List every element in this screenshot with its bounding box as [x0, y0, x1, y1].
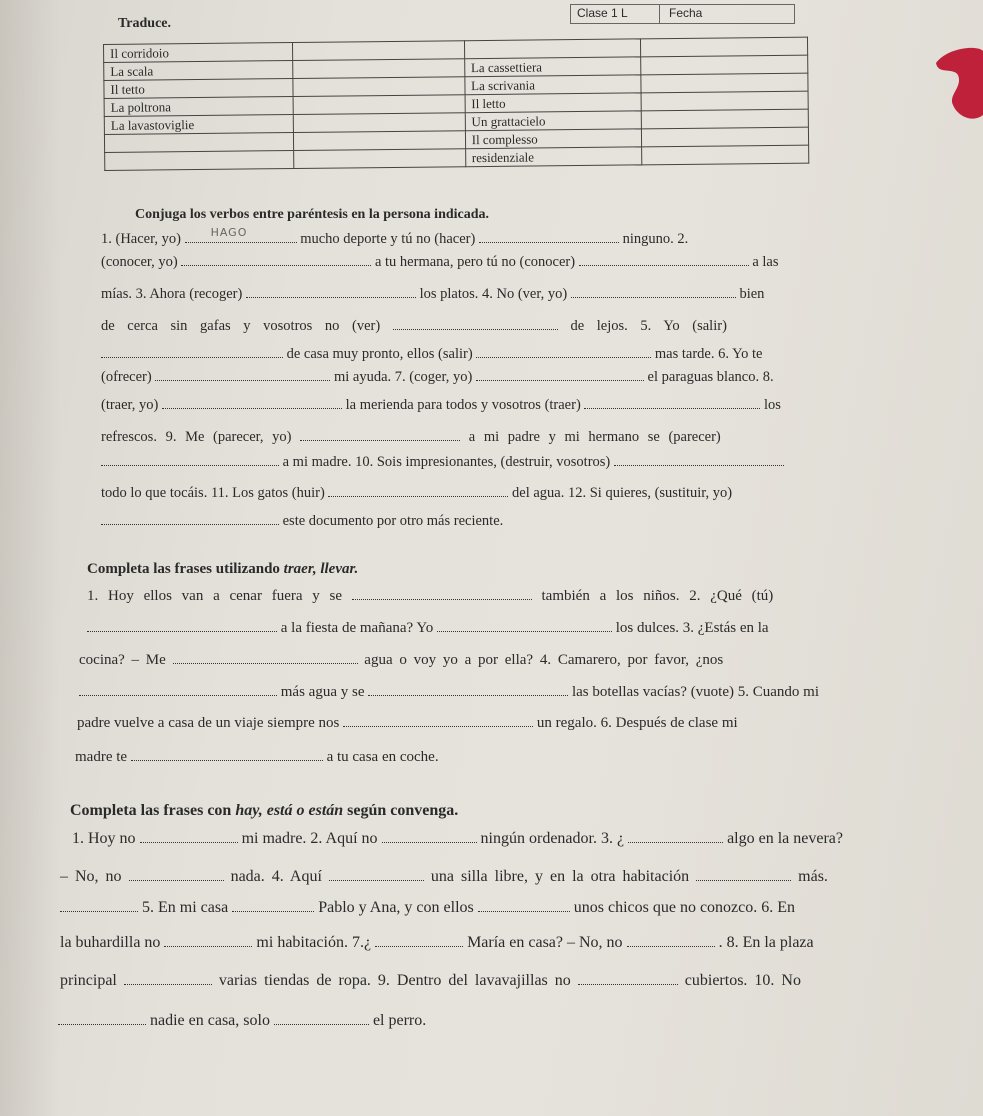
- s2-line-4: más agua y se las botellas vacías? (vuote) 5. Cuando mi: [79, 684, 819, 701]
- red-mark-decoration: [928, 45, 983, 123]
- header-box: [570, 4, 795, 24]
- s3-line-3: 5. En mi casa Pablo y Ana, y con ellos unos chicos que no conozco. 6. En: [60, 899, 795, 917]
- answer-blank[interactable]: [328, 486, 508, 497]
- s1-line-8: refrescos. 9. Me (parecer, yo) a mi padre y mi hermano se (parecer): [101, 429, 721, 445]
- answer-blank[interactable]: [140, 832, 238, 843]
- table-cell[interactable]: [641, 37, 808, 57]
- s3-line-2: – No, no nada. 4. Aquí una silla libre, y en la otra habitación más.: [60, 868, 828, 885]
- answer-blank[interactable]: [155, 370, 330, 381]
- s2-line-2: a la fiesta de mañana? Yo los dulces. 3. ¿Estás en la: [87, 620, 769, 637]
- answer-blank[interactable]: [696, 870, 791, 881]
- table-cell: La poltrona: [104, 97, 293, 117]
- s3-line-5: principal varias tiendas de ropa. 9. Dentro del lavavajillas no cubiertos. 10. No: [60, 972, 801, 989]
- answer-blank[interactable]: [60, 901, 138, 912]
- s1-line-10: todo lo que tocáis. 11. Los gatos (huir) del agua. 12. Si quieres, (sustituir, yo): [101, 485, 733, 501]
- table-cell[interactable]: [293, 41, 465, 61]
- table-cell: [105, 151, 294, 171]
- answer-blank[interactable]: [274, 1014, 369, 1025]
- section3-heading: Completa las frases con hay, está o están según convenga.: [70, 802, 459, 819]
- s1-line-2: (conocer, yo) a tu hermana, pero tú no (conocer) a las: [101, 254, 779, 270]
- filled-answer: HAGO: [210, 226, 248, 239]
- answer-blank[interactable]: [232, 901, 314, 912]
- answer-blank[interactable]: [476, 370, 644, 381]
- s2-line-1: 1. Hoy ellos van a cenar fuera y se también a los niños. 2. ¿Qué (tú): [87, 588, 774, 604]
- answer-blank[interactable]: [185, 226, 297, 243]
- s1-line-3: mías. 3. Ahora (recoger) los platos. 4. No (ver, yo) bien: [101, 286, 765, 302]
- section1-heading: Conjuga los verbos entre paréntesis en la persona indicada.: [135, 207, 490, 222]
- table-cell[interactable]: [642, 145, 809, 165]
- table-cell: [104, 133, 293, 153]
- s2-line-3: cocina? – Me agua o voy yo a por ella? 4. Camarero, por favor, ¿nos: [79, 652, 724, 668]
- answer-blank[interactable]: [124, 974, 212, 985]
- answer-blank[interactable]: [614, 455, 784, 466]
- answer-blank[interactable]: [352, 589, 532, 600]
- s2-line-5: padre vuelve a casa de un viaje siempre nos un regalo. 6. Después de clase mi: [77, 715, 738, 731]
- s1-line-7: (traer, yo) la merienda para todos y vosotros (traer) los: [101, 397, 781, 413]
- page-shadow: [0, 0, 60, 1116]
- answer-blank[interactable]: [478, 901, 570, 912]
- table-cell: Il corridoio: [104, 43, 293, 63]
- table-cell[interactable]: [293, 77, 465, 97]
- answer-blank[interactable]: [578, 974, 678, 985]
- answer-blank[interactable]: [101, 514, 279, 525]
- table-cell: Un grattacielo: [465, 111, 642, 131]
- s1-line-4: de cerca sin gafas y vosotros no (ver) de lejos. 5. Yo (salir): [101, 318, 727, 334]
- answer-blank[interactable]: [382, 832, 477, 843]
- s3-line-6: nadie en casa, solo el perro.: [58, 1012, 426, 1030]
- table-cell[interactable]: [293, 131, 465, 151]
- answer-blank[interactable]: [131, 750, 323, 761]
- page-title: Traduce.: [118, 16, 172, 31]
- class-label: Clase 1 L: [577, 6, 628, 20]
- table-cell[interactable]: [293, 113, 465, 133]
- s1-line-1: 1. (Hacer, yo) HAGO mucho deporte y tú no (hacer) ninguno. 2.: [101, 226, 689, 247]
- answer-blank[interactable]: [479, 232, 619, 243]
- table-cell[interactable]: [642, 127, 809, 147]
- answer-blank[interactable]: [437, 621, 612, 632]
- answer-blank[interactable]: [375, 936, 463, 947]
- section2-heading: Completa las frases utilizando traer, llevar.: [87, 561, 359, 577]
- table-cell[interactable]: [642, 109, 809, 129]
- answer-blank[interactable]: [571, 287, 736, 298]
- s2-line-6: madre te a tu casa en coche.: [75, 749, 439, 765]
- header-divider: [659, 5, 660, 23]
- answer-blank[interactable]: [101, 455, 279, 466]
- answer-blank[interactable]: [343, 716, 533, 727]
- vocab-table: [103, 37, 809, 171]
- answer-blank[interactable]: [164, 936, 252, 947]
- s1-line-9: a mi madre. 10. Sois impresionantes, (destruir, vosotros): [101, 454, 784, 471]
- table-cell: La lavastoviglie: [104, 115, 293, 135]
- table-cell: residenziale: [465, 147, 642, 167]
- answer-blank[interactable]: [246, 287, 416, 298]
- answer-blank[interactable]: [181, 255, 371, 266]
- table-cell[interactable]: [641, 91, 808, 111]
- table-cell: La cassettiera: [464, 57, 641, 77]
- answer-blank[interactable]: [584, 398, 760, 409]
- date-label: Fecha: [669, 6, 703, 20]
- table-cell: Il complesso: [465, 129, 642, 149]
- answer-blank[interactable]: [329, 870, 424, 881]
- answer-blank[interactable]: [87, 621, 277, 632]
- s1-line-6: (ofrecer) mi ayuda. 7. (coger, yo) el paraguas blanco. 8.: [101, 369, 774, 385]
- answer-blank[interactable]: [476, 347, 651, 358]
- table-cell: Il tetto: [104, 79, 293, 99]
- s3-line-4: la buhardilla no mi habitación. 7.¿ María en casa? – No, no . 8. En la plaza: [60, 934, 814, 951]
- table-cell: La scrivania: [465, 75, 642, 95]
- table-cell[interactable]: [641, 55, 808, 75]
- answer-blank[interactable]: [579, 255, 749, 266]
- table-cell: Il letto: [465, 93, 642, 113]
- answer-blank[interactable]: [300, 430, 460, 441]
- answer-blank[interactable]: [368, 685, 568, 696]
- answer-blank[interactable]: [58, 1014, 146, 1025]
- answer-blank[interactable]: [79, 685, 277, 696]
- s1-line-5: de casa muy pronto, ellos (salir) mas tarde. 6. Yo te: [101, 346, 762, 363]
- answer-blank[interactable]: [101, 347, 283, 358]
- answer-blank[interactable]: [628, 832, 723, 843]
- table-cell: La scala: [104, 61, 293, 81]
- table-cell[interactable]: [641, 73, 808, 93]
- s3-line-1: 1. Hoy no mi madre. 2. Aquí no ningún ordenador. 3. ¿ algo en la nevera?: [72, 830, 844, 847]
- answer-blank[interactable]: [393, 319, 558, 330]
- table-cell[interactable]: [293, 59, 465, 79]
- answer-blank[interactable]: [129, 870, 224, 881]
- table-cell[interactable]: [294, 149, 466, 169]
- answer-blank[interactable]: [627, 936, 715, 947]
- s1-line-11: este documento por otro más reciente.: [101, 513, 503, 530]
- table-cell: [464, 39, 641, 59]
- answer-blank[interactable]: [173, 653, 358, 664]
- table-cell[interactable]: [293, 95, 465, 115]
- answer-blank[interactable]: [162, 398, 342, 409]
